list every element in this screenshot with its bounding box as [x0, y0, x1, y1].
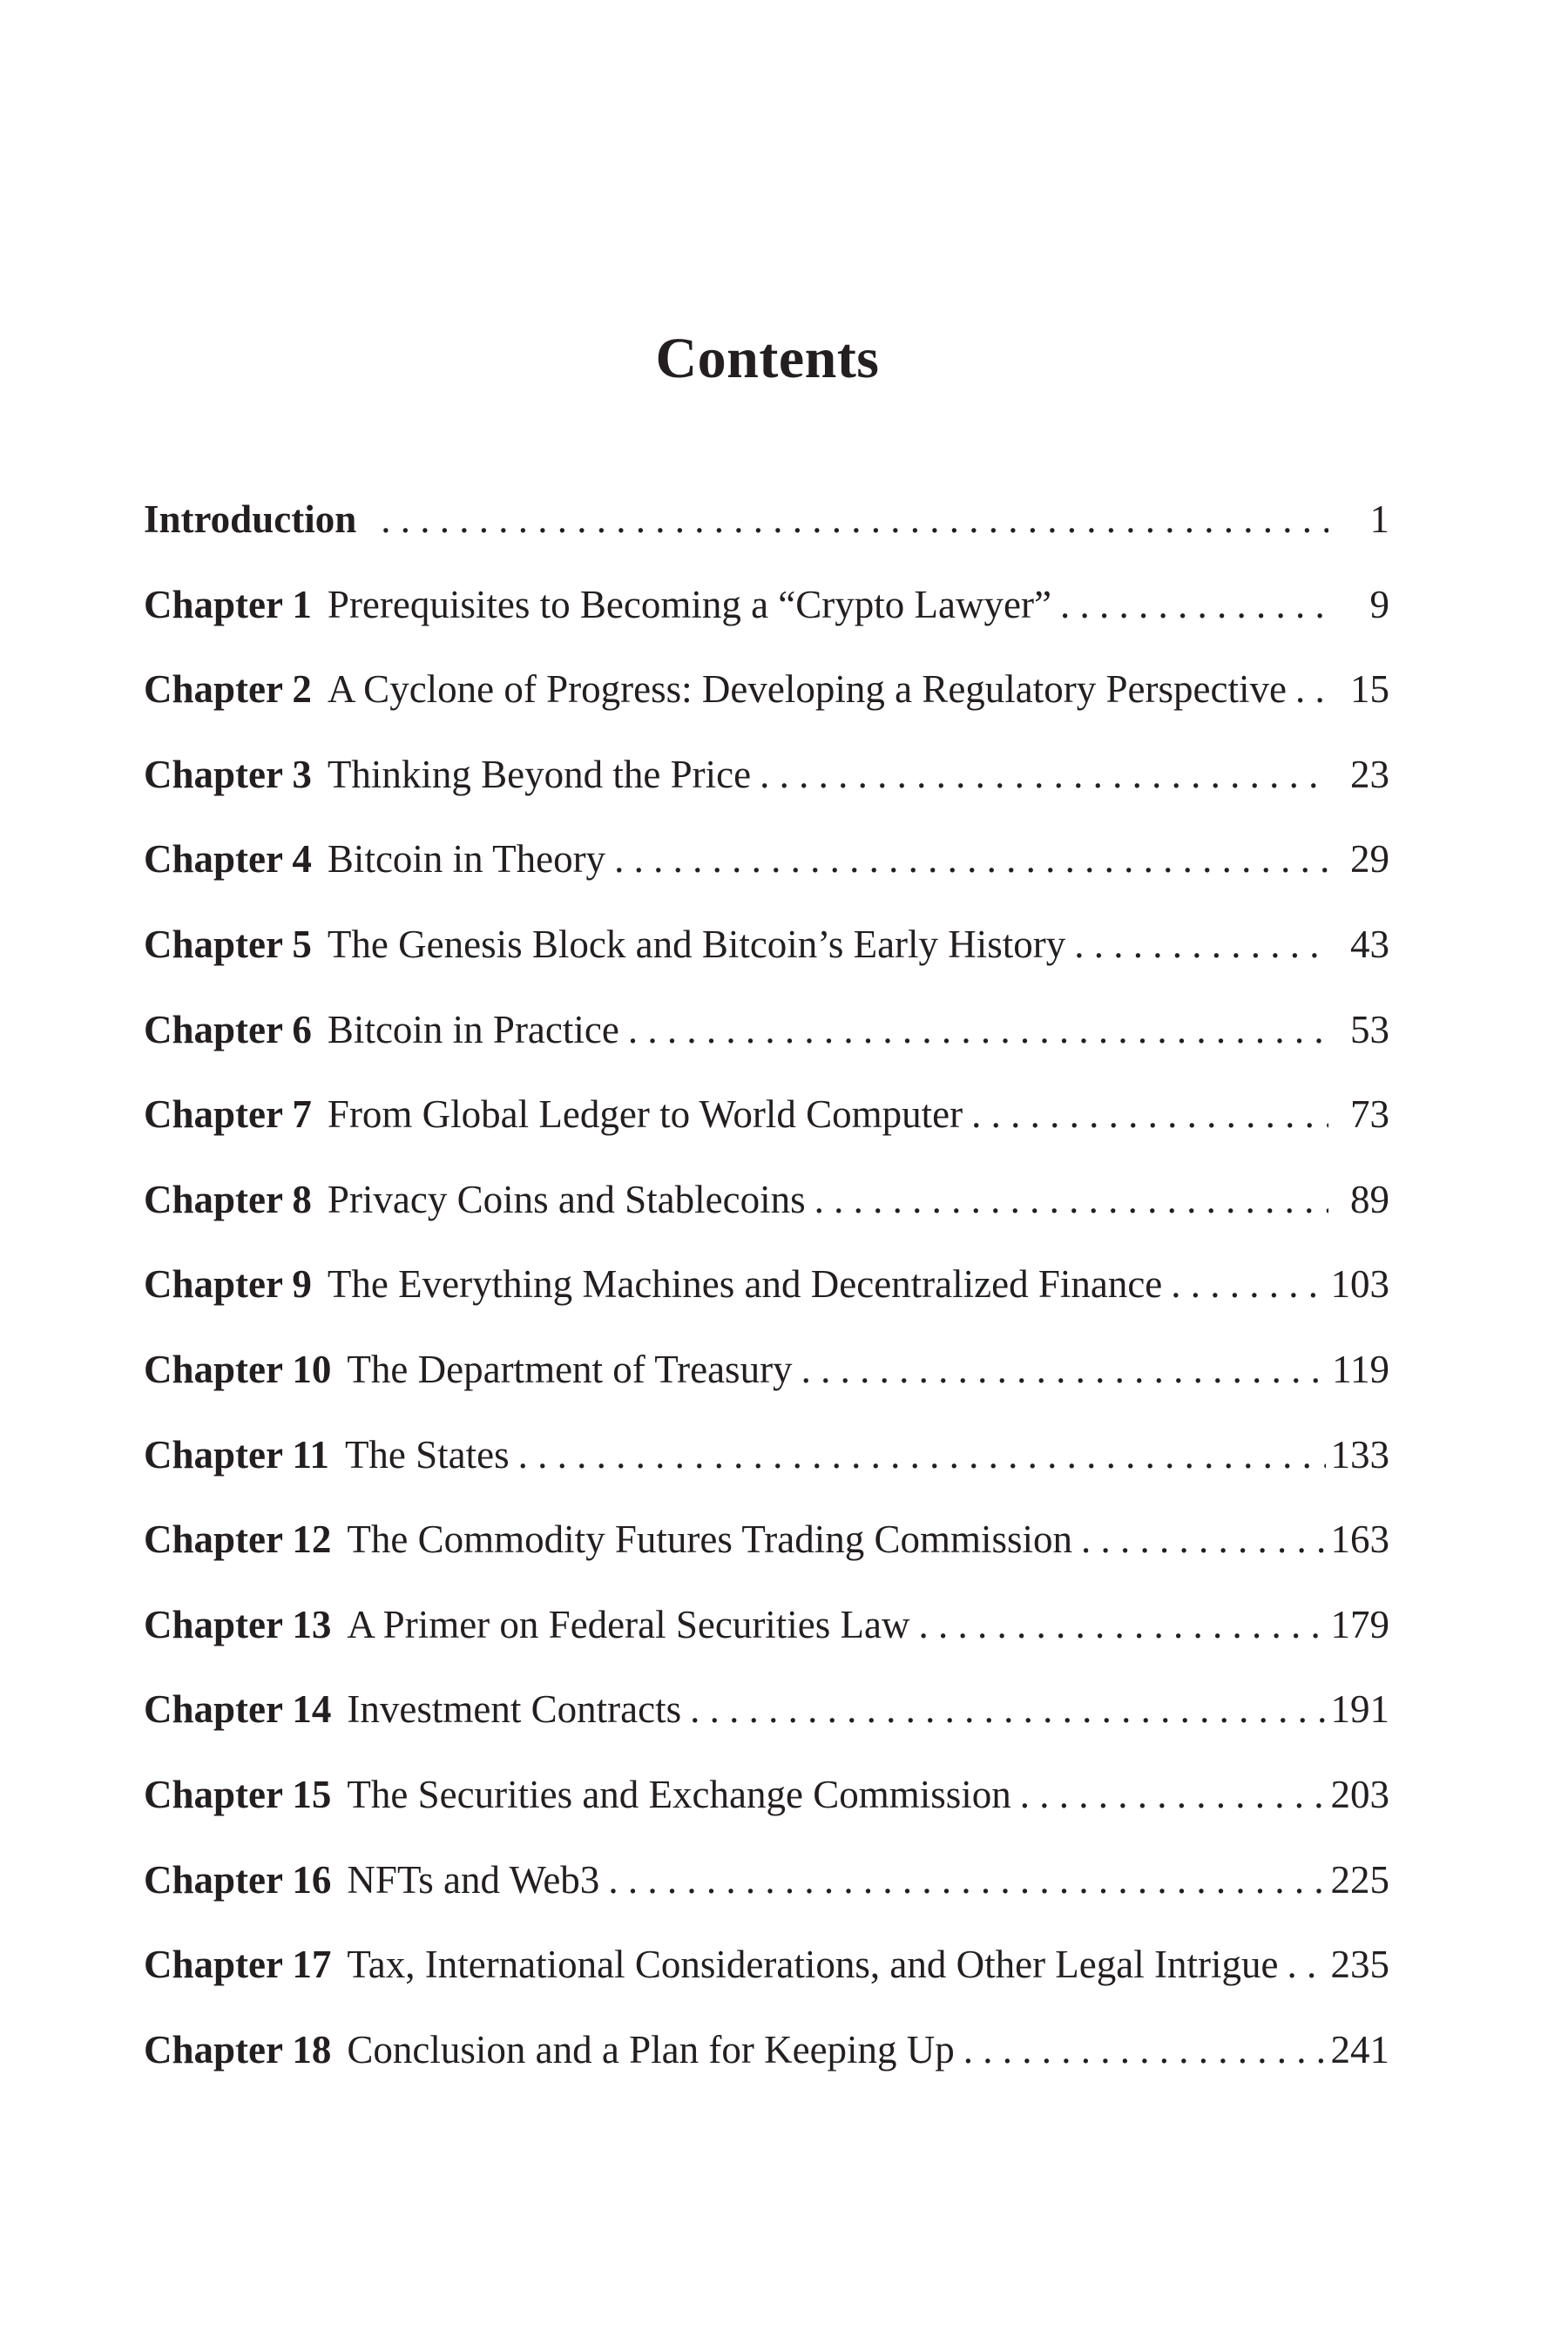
toc-entry-page: 29: [1350, 837, 1389, 882]
toc-entry-chapter-12: [144, 1504, 1389, 1590]
toc-entry-chapter-8: [144, 1165, 1389, 1250]
dot-leader: [1074, 909, 1328, 979]
toc-entry-title: Privacy Coins and Stablecoins: [327, 1177, 806, 1221]
toc-entry-page: 119: [1332, 1347, 1389, 1391]
toc-entry-page: 203: [1330, 1772, 1389, 1816]
table-of-contents: [144, 484, 1389, 2099]
toc-entry-title: From Global Ledger to World Computer: [327, 1092, 963, 1137]
toc-entry-page: 15: [1350, 667, 1389, 712]
toc-entry-page: 73: [1350, 1092, 1389, 1137]
toc-entry-page: 191: [1330, 1687, 1389, 1732]
toc-entry-title: Prerequisites to Becoming a “Crypto Lawyer”: [327, 582, 1051, 626]
toc-entry-chapter-2: [144, 654, 1389, 740]
toc-entry-label: Chapter 9: [144, 1262, 312, 1307]
dot-leader: [1081, 1504, 1325, 1574]
dot-leader: [801, 1335, 1328, 1404]
dot-leader: [814, 1165, 1328, 1234]
toc-entry-label: Chapter 1: [144, 582, 312, 626]
toc-entry-chapter-1: [144, 570, 1389, 655]
toc-entry-label: Chapter 17: [144, 1943, 332, 1987]
dot-leader: [760, 740, 1328, 809]
toc-entry-label: Chapter 6: [144, 1007, 312, 1051]
dot-leader: [1295, 654, 1328, 724]
toc-entry-chapter-10: [144, 1335, 1389, 1420]
dot-leader: [628, 995, 1328, 1064]
toc-entry-label: Chapter 3: [144, 752, 312, 796]
toc-entry-chapter-14: [144, 1674, 1389, 1760]
toc-entry-label: Chapter 11: [144, 1432, 329, 1477]
page-title: Contents: [655, 327, 880, 391]
dot-leader: [919, 1590, 1326, 1659]
toc-entry-title: The Genesis Block and Bitcoin’s Early History: [327, 922, 1066, 966]
toc-entry-title: The States: [344, 1432, 510, 1477]
dot-leader: [1020, 1760, 1326, 1829]
toc-entry-chapter-7: [144, 1079, 1389, 1165]
dot-leader: [1287, 1930, 1325, 1999]
toc-entry-title: The Commodity Futures Trading Commission: [347, 1517, 1073, 1562]
toc-entry-title: Conclusion and a Plan for Keeping Up: [347, 2027, 955, 2072]
dot-leader: [690, 1674, 1325, 1744]
toc-entry-chapter-17: [144, 1930, 1389, 2015]
toc-entry-page: 235: [1330, 1943, 1389, 1987]
toc-entry-label: Chapter 7: [144, 1092, 312, 1137]
toc-entry-title: The Securities and Exchange Commission: [347, 1772, 1011, 1816]
toc-entry-title: The Department of Treasury: [347, 1347, 793, 1391]
toc-entry-title: A Primer on Federal Securities Law: [347, 1602, 910, 1646]
toc-entry-page: 179: [1330, 1602, 1389, 1646]
dot-leader: [963, 2015, 1326, 2085]
toc-entry-page: 9: [1369, 582, 1389, 626]
toc-entry-page: 241: [1330, 2027, 1389, 2072]
toc-entry-page: 43: [1350, 922, 1389, 966]
dot-leader: [1171, 1249, 1325, 1319]
toc-entry-chapter-3: [144, 740, 1389, 825]
toc-entry-label: Chapter 5: [144, 922, 312, 966]
toc-entry-page: 163: [1330, 1517, 1389, 1562]
toc-entry-title: Bitcoin in Practice: [327, 1007, 619, 1051]
toc-entry-chapter-4: [144, 824, 1389, 909]
toc-entry-page: 103: [1330, 1262, 1389, 1307]
toc-entry-page: 89: [1350, 1177, 1389, 1221]
toc-entry-title: A Cyclone of Progress: Developing a Regulatory Perspective: [327, 667, 1287, 712]
toc-entry-label: Introduction: [144, 497, 357, 541]
toc-entry-title: Tax, International Considerations, and Other Legal Intrigue: [347, 1943, 1279, 1987]
toc-entry-title: NFTs and Web3: [347, 1857, 600, 1902]
toc-entry-label: Chapter 18: [144, 2027, 332, 2072]
dot-leader: [1060, 570, 1328, 639]
toc-entry-label: Chapter 12: [144, 1517, 332, 1562]
dot-leader: [971, 1079, 1328, 1149]
toc-entry-chapter-6: [144, 995, 1389, 1080]
toc-entry-introduction: [144, 484, 1389, 570]
toc-entry-chapter-5: [144, 909, 1389, 995]
toc-entry-label: Chapter 4: [144, 837, 312, 882]
toc-entry-chapter-18: [144, 2015, 1389, 2100]
toc-entry-title: The Everything Machines and Decentralized Finance: [327, 1262, 1163, 1307]
dot-leader: [614, 824, 1328, 894]
toc-entry-label: Chapter 2: [144, 667, 312, 712]
toc-entry-label: Chapter 15: [144, 1772, 332, 1816]
toc-entry-chapter-9: [144, 1249, 1389, 1335]
toc-entry-label: Chapter 10: [144, 1347, 332, 1391]
toc-entry-page: 23: [1350, 752, 1389, 796]
toc-entry-title: Investment Contracts: [347, 1687, 682, 1732]
toc-entry-page: 225: [1330, 1857, 1389, 1902]
toc-entry-label: Chapter 13: [144, 1602, 332, 1646]
toc-entry-chapter-11: [144, 1420, 1389, 1505]
toc-entry-label: Chapter 8: [144, 1177, 312, 1221]
toc-entry-title: Thinking Beyond the Price: [327, 752, 752, 796]
toc-entry-label: Chapter 16: [144, 1857, 332, 1902]
toc-entry-label: Chapter 14: [144, 1687, 332, 1732]
toc-entry-page: 1: [1369, 497, 1389, 541]
toc-entry-chapter-16: [144, 1845, 1389, 1930]
toc-entry-title: Bitcoin in Theory: [327, 837, 606, 882]
dot-leader: [518, 1420, 1326, 1490]
dot-leader: [608, 1845, 1325, 1915]
dot-leader: [381, 484, 1328, 554]
toc-entry-page: 53: [1350, 1007, 1389, 1051]
toc-entry-chapter-15: [144, 1760, 1389, 1845]
toc-entry-page: 133: [1330, 1432, 1389, 1477]
toc-entry-chapter-13: [144, 1590, 1389, 1675]
